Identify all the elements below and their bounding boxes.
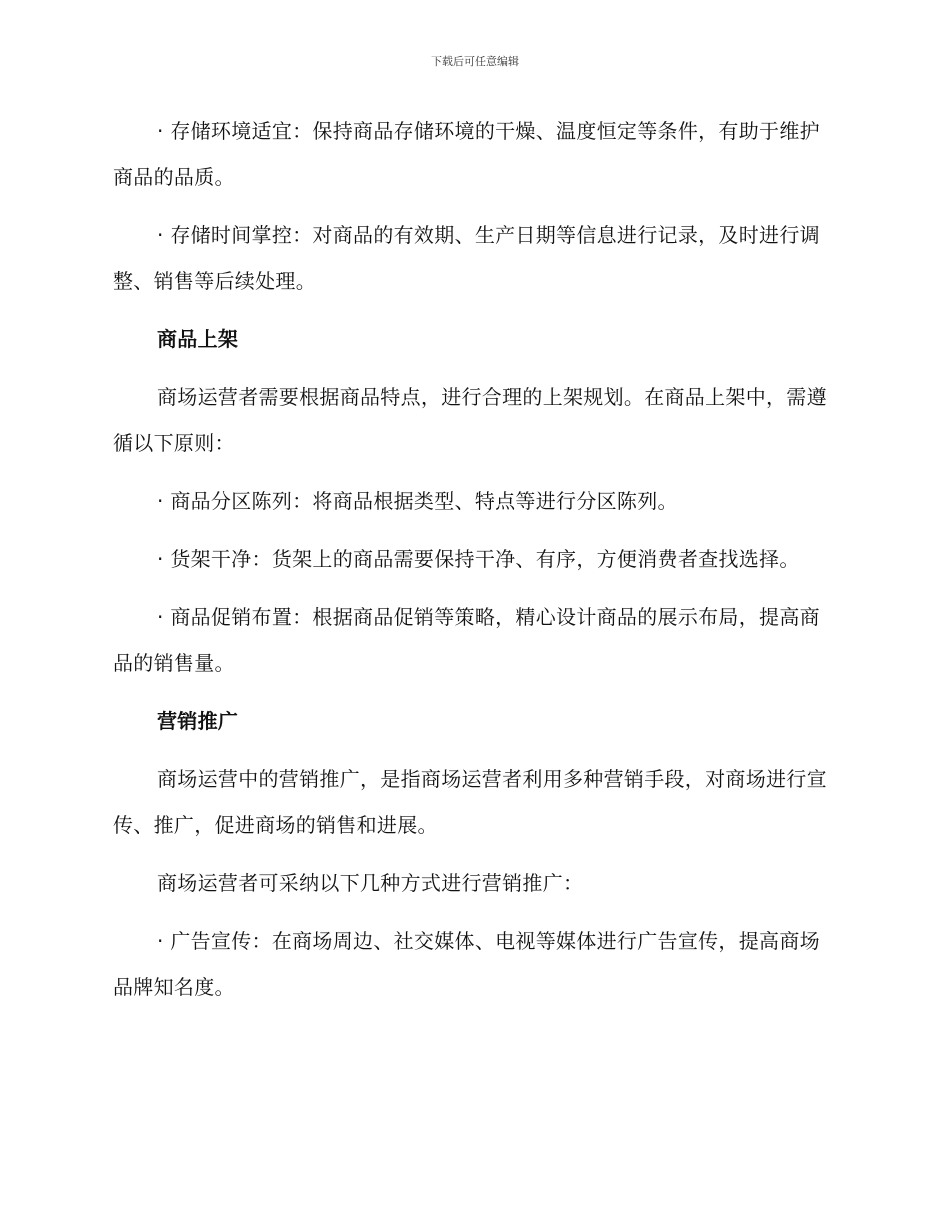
- page-header: 下载后可任意编辑: [431, 55, 519, 68]
- marketing-methods-paragraph: 商场运营者可采纳以下几种方式进行营销推广：: [157, 871, 584, 895]
- section-heading-marketing: 营销推广: [157, 709, 239, 733]
- document-body: [113, 108, 833, 1010]
- section-heading-shelving: 商品上架: [157, 327, 239, 351]
- bullet-clean-shelves: · 货架干净：货架上的商品需要保持干净、有序，方便消费者查找选择。: [157, 547, 800, 571]
- bullet-promotion-layout: · 商品促销布置：根据商品促销等策略，精心设计商品的展示布局，提高商品的销售量。: [113, 605, 820, 675]
- shelving-intro-paragraph: 商场运营者需要根据商品特点，进行合理的上架规划。在商品上架中，需遵循以下原则：: [113, 385, 827, 455]
- bullet-zoned-display: · 商品分区陈列：将商品根据类型、特点等进行分区陈列。: [157, 489, 678, 513]
- bullet-advertising: · 广告宣传：在商场周边、社交媒体、电视等媒体进行广告宣传，提高商场品牌知名度。: [113, 929, 820, 999]
- bullet-storage-time: · 存储时间掌控：对商品的有效期、生产日期等信息进行记录，及时进行调整、销售等后续处理。: [113, 223, 820, 293]
- marketing-intro-paragraph: 商场运营中的营销推广，是指商场运营者利用多种营销手段，对商场进行宣传、推广，促进商场的销售和进展。: [113, 767, 827, 837]
- bullet-storage-environment: · 存储环境适宜：保持商品存储环境的干燥、温度恒定等条件，有助于维护商品的品质。: [113, 119, 820, 189]
